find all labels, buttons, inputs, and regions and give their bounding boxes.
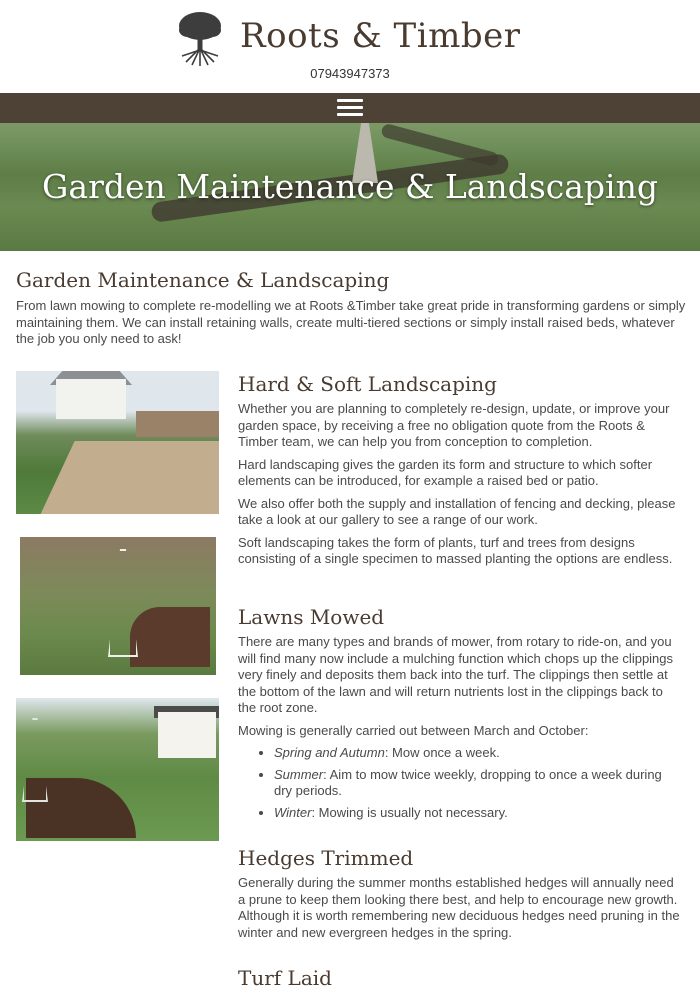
hero-title: Garden Maintenance & Landscaping bbox=[42, 167, 658, 206]
menu-bar-line bbox=[337, 99, 363, 102]
hedges-heading: Hedges Trimmed bbox=[238, 846, 414, 870]
landscaping-paragraph: Soft landscaping takes the form of plants, turf and trees from designs consisting of a single specimen to massed planting the options are endless. bbox=[238, 534, 673, 566]
landscaping-paragraph: Whether you are planning to completely re-design, update, or improve your garden space, by receiving a free no obligation quote from the Roots & Timber team, we can help you from conception to completion. bbox=[238, 401, 670, 449]
list-item bbox=[274, 805, 683, 822]
lawns-paragraph: Mowing is generally carried out between March and October: bbox=[238, 722, 589, 738]
intro-text: From lawn mowing to complete re-modelling we at Roots &Timber take great pride in transforming gardens or simply maintaining them. We can install retaining walls, create multi-tiered sections or simply install raised beds, whatever the job you only need to ask! bbox=[16, 298, 686, 346]
cottage bbox=[158, 712, 216, 758]
season-term: Winter bbox=[274, 804, 312, 820]
house bbox=[56, 379, 126, 419]
season-term: Spring and Autumn bbox=[274, 745, 385, 760]
garden-obelisk bbox=[22, 718, 48, 802]
hamburger-menu-icon[interactable] bbox=[337, 99, 363, 117]
landscaping-paragraph: Hard landscaping gives the garden its form and structure to which softer elements can be introduced, for example a raised bed or patio. bbox=[238, 456, 653, 488]
season-text: : Aim to mow twice weekly, dropping to once a week during dry periods. bbox=[274, 766, 662, 798]
landscaping-paragraph: We also offer both the supply and installation of fencing and decking, please take a look at our gallery to see a range of our work. bbox=[238, 495, 676, 527]
menu-bar-line bbox=[337, 106, 363, 109]
list-item bbox=[274, 745, 683, 762]
tree-roots-icon[interactable] bbox=[176, 10, 224, 66]
lawns-paragraph: There are many types and brands of mower, from rotary to ride-on, and you will find many now include a mulching function which chops up the clippings very finely and deposits them back into the turf. The clippings then settle at the bottom of the lawn and will return nutrients lost in the clippings back to the root zone. bbox=[238, 634, 674, 715]
garden-obelisk bbox=[108, 549, 138, 657]
season-text: : Mow once a week. bbox=[384, 745, 500, 760]
menu-bar-line bbox=[337, 113, 363, 116]
intro-section bbox=[16, 268, 686, 354]
season-text: : Mowing is usually not necessary. bbox=[311, 804, 508, 820]
intro-heading: Garden Maintenance & Landscaping bbox=[16, 268, 390, 292]
season-term: Summer bbox=[274, 766, 324, 782]
lawns-section bbox=[238, 605, 683, 827]
landscaping-heading: Hard & Soft Landscaping bbox=[238, 372, 497, 396]
mowing-schedule-list bbox=[238, 745, 683, 821]
lawns-heading: Lawns Mowed bbox=[238, 605, 385, 629]
landscaping-photo bbox=[16, 371, 219, 514]
list-item bbox=[274, 767, 683, 800]
landscaping-section bbox=[238, 372, 683, 574]
site-brand[interactable]: Roots & Timber bbox=[240, 16, 521, 56]
hedges-section bbox=[238, 846, 683, 947]
turf-section bbox=[238, 966, 683, 995]
fence bbox=[136, 411, 219, 437]
turf-heading: Turf Laid bbox=[238, 966, 332, 990]
phone-number[interactable]: 07943947373 bbox=[310, 66, 390, 81]
site-header bbox=[0, 0, 700, 93]
soil-bed bbox=[130, 607, 210, 667]
obelisk-photo bbox=[20, 537, 216, 675]
navbar bbox=[0, 93, 700, 123]
hero-banner bbox=[0, 123, 700, 251]
hedges-paragraph: Generally during the summer months established hedges will annually need a prune to keep them looking there best, and help to encourage new growth. Although it is worth remembering new deciduous hedges need pruning in the winter and new evergreen hedges in the spring. bbox=[238, 875, 680, 940]
deck bbox=[37, 441, 219, 514]
lawn-photo bbox=[16, 698, 219, 841]
